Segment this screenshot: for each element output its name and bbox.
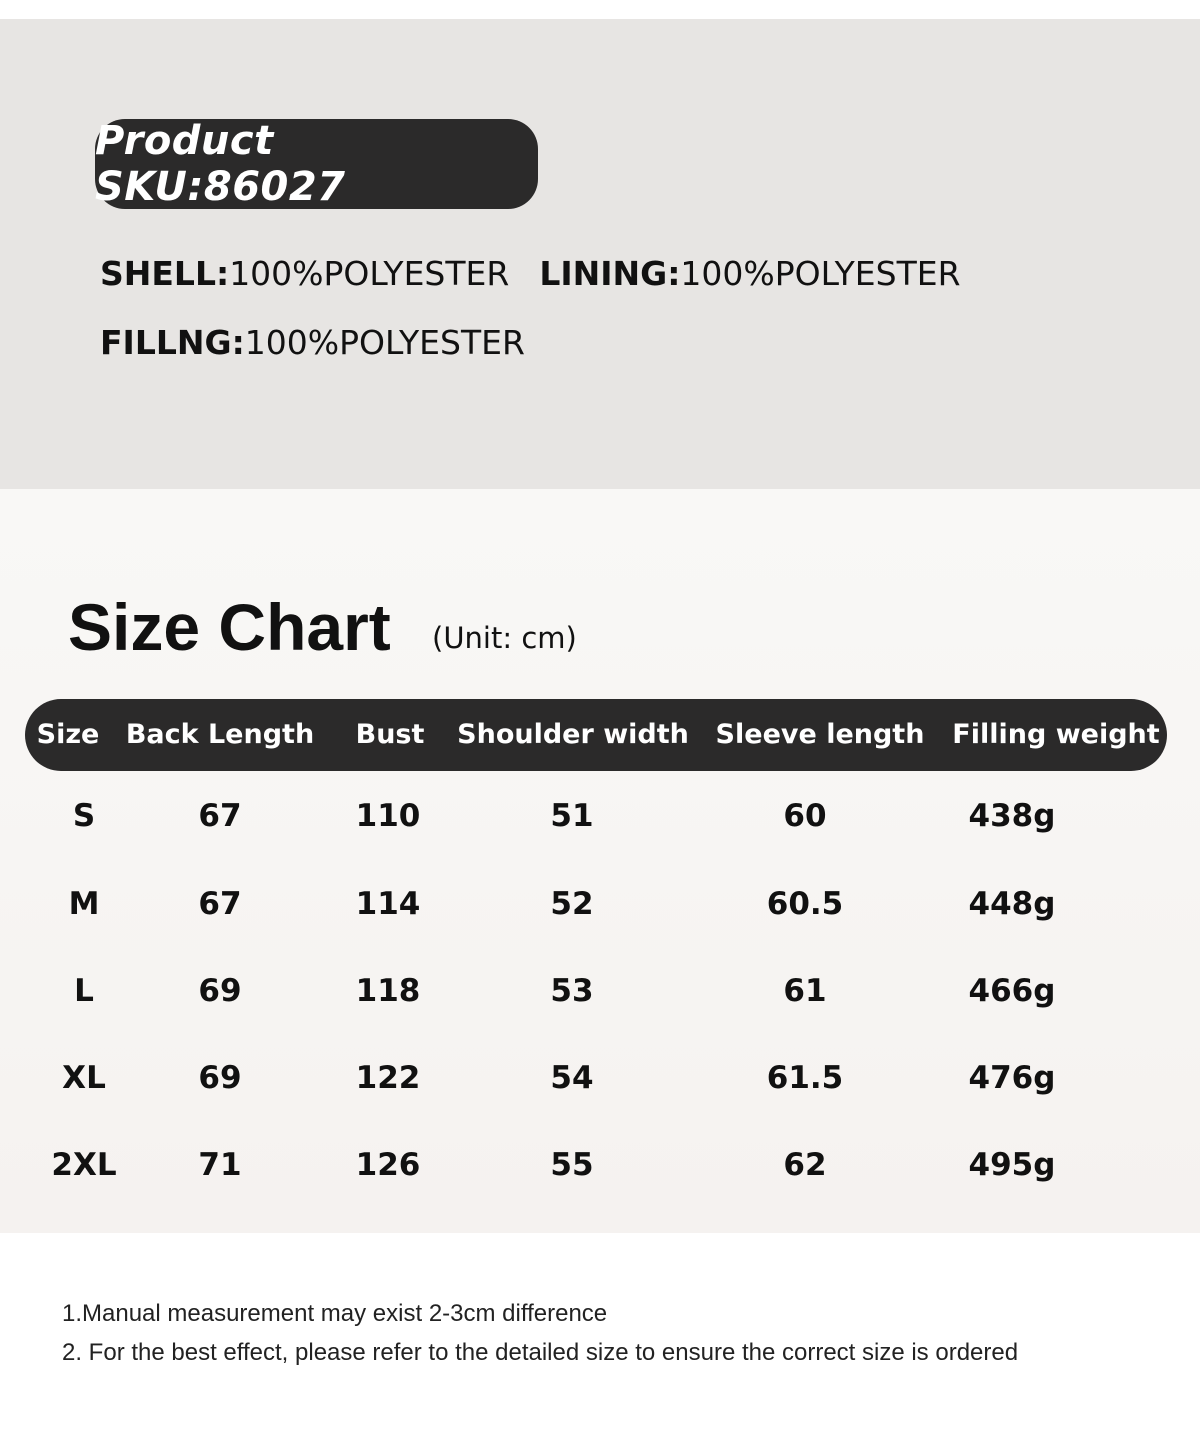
cell-size: XL bbox=[62, 1060, 106, 1096]
cell-sleeve-length: 60.5 bbox=[766, 886, 844, 922]
table-row bbox=[0, 1048, 1200, 1108]
size-chart-title: Size Chart bbox=[68, 590, 391, 664]
cell-bust: 126 bbox=[355, 1147, 421, 1183]
size-chart-unit: (Unit: cm) bbox=[432, 621, 577, 655]
header-shoulder-width: Shoulder width bbox=[457, 719, 689, 750]
cell-shoulder-width: 52 bbox=[550, 886, 594, 922]
cell-size: S bbox=[72, 798, 96, 834]
cell-shoulder-width: 51 bbox=[550, 798, 594, 834]
lining-value: 100%POLYESTER bbox=[680, 254, 961, 293]
cell-filling-weight: 448g bbox=[968, 886, 1056, 922]
cell-back-length: 71 bbox=[198, 1147, 242, 1183]
header-bust: Bust bbox=[355, 719, 425, 750]
cell-sleeve-length: 61.5 bbox=[766, 1060, 844, 1096]
table-row bbox=[0, 1135, 1200, 1195]
material-line-1 bbox=[100, 254, 961, 293]
header-filling-weight: Filling weight bbox=[952, 719, 1160, 750]
cell-shoulder-width: 55 bbox=[550, 1147, 594, 1183]
cell-size: 2XL bbox=[51, 1147, 117, 1183]
cell-filling-weight: 466g bbox=[968, 973, 1056, 1009]
cell-bust: 110 bbox=[355, 798, 421, 834]
cell-sleeve-length: 61 bbox=[783, 973, 827, 1009]
note-2: 2. For the best effect, please refer to the detailed size to ensure the correct size is ordered bbox=[62, 1339, 1019, 1366]
shell-value: 100%POLYESTER bbox=[229, 254, 510, 293]
header-back-length: Back Length bbox=[125, 719, 315, 750]
cell-size: L bbox=[74, 973, 94, 1009]
cell-filling-weight: 495g bbox=[968, 1147, 1056, 1183]
size-chart-header bbox=[25, 699, 1167, 771]
cell-sleeve-length: 60 bbox=[783, 798, 827, 834]
cell-filling-weight: 476g bbox=[968, 1060, 1056, 1096]
cell-back-length: 69 bbox=[198, 973, 242, 1009]
product-sku-badge: Product SKU:86027 bbox=[95, 119, 538, 209]
product-info-panel bbox=[0, 19, 1200, 489]
note-1: 1.Manual measurement may exist 2-3cm difference bbox=[62, 1300, 608, 1327]
header-size: Size bbox=[36, 719, 100, 750]
cell-bust: 118 bbox=[355, 973, 421, 1009]
cell-bust: 114 bbox=[355, 886, 421, 922]
notes-section bbox=[62, 1296, 1018, 1374]
size-chart-panel bbox=[0, 489, 1200, 1233]
filling-value: 100%POLYESTER bbox=[244, 323, 525, 362]
cell-sleeve-length: 62 bbox=[783, 1147, 827, 1183]
header-sleeve-length: Sleeve length bbox=[715, 719, 925, 750]
table-row bbox=[0, 786, 1200, 846]
cell-back-length: 69 bbox=[198, 1060, 242, 1096]
cell-shoulder-width: 53 bbox=[550, 973, 594, 1009]
cell-filling-weight: 438g bbox=[968, 798, 1056, 834]
filling-label: FILLNG: bbox=[100, 323, 245, 362]
material-line-2 bbox=[100, 323, 525, 362]
lining-label: LINING: bbox=[539, 254, 681, 293]
cell-size: M bbox=[68, 886, 100, 922]
shell-label: SHELL: bbox=[100, 254, 230, 293]
cell-back-length: 67 bbox=[198, 886, 242, 922]
cell-back-length: 67 bbox=[198, 798, 242, 834]
cell-bust: 122 bbox=[355, 1060, 421, 1096]
table-row bbox=[0, 961, 1200, 1021]
cell-shoulder-width: 54 bbox=[550, 1060, 594, 1096]
table-row bbox=[0, 874, 1200, 934]
